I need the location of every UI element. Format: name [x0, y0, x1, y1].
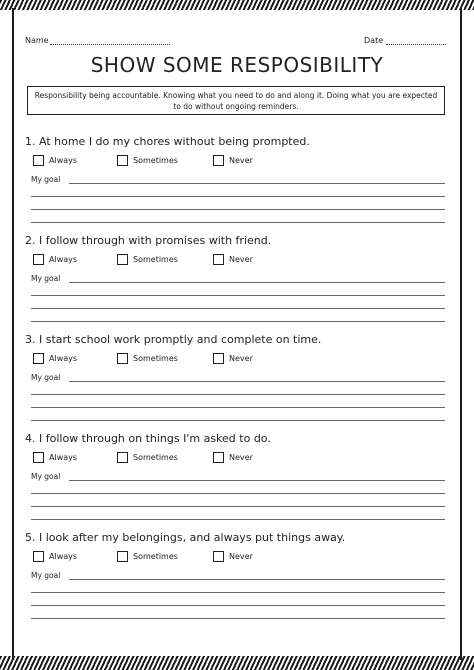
option-sometimes[interactable]: [117, 452, 178, 463]
question-text: 2. I follow through with promises with friend.: [25, 234, 272, 247]
goal-line[interactable]: [69, 381, 445, 382]
always-checkbox[interactable]: [33, 551, 44, 562]
never-checkbox[interactable]: [213, 155, 224, 166]
option-always[interactable]: [33, 452, 77, 463]
name-label: Name: [25, 36, 49, 45]
goal-line[interactable]: [69, 282, 445, 283]
sometimes-label: Sometimes: [133, 354, 178, 363]
goal-label: My goal: [31, 472, 61, 481]
never-checkbox[interactable]: [213, 254, 224, 265]
always-checkbox[interactable]: [33, 254, 44, 265]
never-label: Never: [229, 552, 253, 561]
option-always[interactable]: [33, 353, 77, 364]
goal-line[interactable]: [31, 209, 445, 210]
never-label: Never: [229, 255, 253, 264]
always-label: Always: [49, 156, 78, 165]
sometimes-checkbox[interactable]: [117, 155, 128, 166]
goal-line[interactable]: [31, 196, 445, 197]
left-border-line: [12, 8, 14, 660]
page-title: SHOW SOME RESPOSIBILITY: [90, 53, 384, 77]
goal-label: My goal: [31, 175, 61, 184]
goal-line[interactable]: [31, 420, 445, 421]
question-text: 3. I start school work promptly and complete on time.: [25, 333, 322, 346]
goal-line[interactable]: [31, 592, 445, 593]
sometimes-label: Sometimes: [133, 453, 178, 462]
goal-line[interactable]: [31, 506, 445, 507]
definition-text: Responsibility being accountable. Knowing what you need to do and along it. Doing what you are expected to do without ongoing reminders.: [34, 90, 438, 111]
option-never[interactable]: [213, 155, 253, 166]
never-checkbox[interactable]: [213, 452, 224, 463]
goal-line[interactable]: [31, 394, 445, 395]
never-checkbox[interactable]: [213, 551, 224, 562]
goal-line[interactable]: [31, 519, 445, 520]
option-always[interactable]: [33, 551, 77, 562]
sometimes-label: Sometimes: [133, 255, 178, 264]
option-never[interactable]: [213, 254, 253, 265]
goal-line[interactable]: [31, 321, 445, 322]
goal-line[interactable]: [31, 618, 445, 619]
option-never[interactable]: [213, 551, 253, 562]
question-4: [25, 432, 455, 527]
never-label: Never: [229, 354, 253, 363]
goal-line[interactable]: [31, 407, 445, 408]
option-sometimes[interactable]: [117, 353, 178, 364]
definition-box: [27, 86, 445, 115]
always-label: Always: [49, 354, 78, 363]
never-label: Never: [229, 453, 253, 462]
always-checkbox[interactable]: [33, 353, 44, 364]
sometimes-label: Sometimes: [133, 156, 178, 165]
never-checkbox[interactable]: [213, 353, 224, 364]
right-border-line: [460, 8, 462, 660]
option-sometimes[interactable]: [117, 254, 178, 265]
goal-line[interactable]: [69, 480, 445, 481]
always-label: Always: [49, 453, 78, 462]
goal-line[interactable]: [31, 295, 445, 296]
always-label: Always: [49, 552, 78, 561]
goal-line[interactable]: [31, 308, 445, 309]
bottom-border-decoration: [0, 656, 474, 670]
goal-label: My goal: [31, 373, 61, 382]
question-1: [25, 135, 455, 230]
goal-label: My goal: [31, 571, 61, 580]
sometimes-checkbox[interactable]: [117, 353, 128, 364]
question-5: [25, 531, 455, 626]
always-checkbox[interactable]: [33, 452, 44, 463]
option-always[interactable]: [33, 155, 77, 166]
date-field[interactable]: [386, 44, 446, 45]
question-3: [25, 333, 455, 428]
sometimes-checkbox[interactable]: [117, 254, 128, 265]
top-border-decoration: [0, 0, 474, 10]
question-text: 5. I look after my belongings, and always put things away.: [25, 531, 346, 544]
sometimes-checkbox[interactable]: [117, 551, 128, 562]
question-2: [25, 234, 455, 329]
goal-line[interactable]: [31, 493, 445, 494]
question-text: 4. I follow through on things I'm asked to do.: [25, 432, 271, 445]
option-never[interactable]: [213, 452, 253, 463]
goal-line[interactable]: [69, 183, 445, 184]
sometimes-checkbox[interactable]: [117, 452, 128, 463]
goal-line[interactable]: [31, 222, 445, 223]
goal-line[interactable]: [31, 605, 445, 606]
always-label: Always: [49, 255, 78, 264]
always-checkbox[interactable]: [33, 155, 44, 166]
goal-label: My goal: [31, 274, 61, 283]
date-label: Date: [364, 36, 384, 45]
goal-line[interactable]: [69, 579, 445, 580]
name-field[interactable]: [50, 44, 170, 45]
sometimes-label: Sometimes: [133, 552, 178, 561]
option-never[interactable]: [213, 353, 253, 364]
never-label: Never: [229, 156, 253, 165]
option-always[interactable]: [33, 254, 77, 265]
option-sometimes[interactable]: [117, 551, 178, 562]
question-text: 1. At home I do my chores without being prompted.: [25, 135, 310, 148]
option-sometimes[interactable]: [117, 155, 178, 166]
